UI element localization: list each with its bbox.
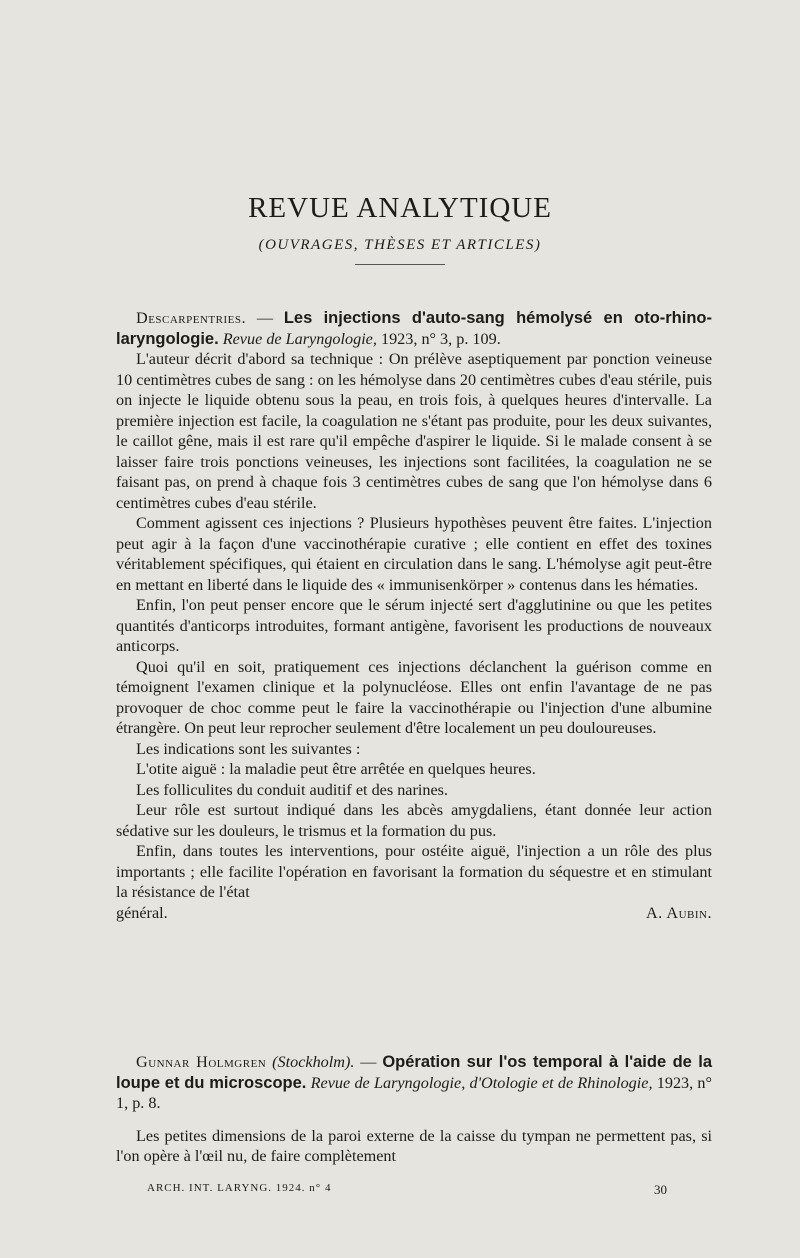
article-author: Gunnar Holmgren [136, 1053, 267, 1071]
paragraph-end: général. [116, 903, 168, 922]
article-author: Descarpentries. [136, 309, 247, 327]
page-footer [147, 1182, 667, 1198]
paragraph: L'otite aiguë : la maladie peut être arrêtée en quelques heures. [136, 760, 536, 778]
paragraph: Enfin, l'on peut penser encore que le sérum injecté sert d'agglutinine ou que les petites quantités d'anticorps introduites, formant antigène, favorisent les productions de nouveaux anticorps. [116, 596, 712, 655]
article-title: Les injections d'auto-sang hémolysé en oto-rhino-laryngologie. [116, 309, 713, 348]
article-source-journal: Revue de Laryngologie, d'Otologie et de Rhinologie, [310, 1073, 653, 1092]
paragraph: Les folliculites du conduit auditif et des narines. [136, 780, 448, 799]
article-descarpentries [116, 308, 712, 923]
article-heading: Descarpentries. — Les injections d'auto-sang hémolysé en oto-rhino-laryngologie. Revue de Laryngologie, 1923, n° 3, p. 109. [116, 309, 713, 348]
article-signature: A. Aubin. [645, 903, 712, 922]
page-number: 30 [654, 1182, 667, 1197]
section-title: REVUE ANALYTIQUE [248, 192, 552, 224]
article-source-ref: 1923, n° 1, p. 8. [116, 1073, 712, 1112]
article-holmgren [116, 1052, 712, 1167]
paragraph: Les petites dimensions de la paroi externe de la caisse du tympan ne permettent pas, si l'on opère à l'œil nu, de faire complètement [116, 1126, 712, 1165]
section-subtitle: (OUVRAGES, THÈSES ET ARTICLES) [258, 237, 542, 253]
paragraph: Comment agissent ces injections ? Plusieurs hypothèses peuvent être faites. L'injection peut agir à la façon d'une vaccinothérapie curative ; elle contient en effet des toxines véritablement spécifiques, qui étaient en circulation dans le sang. L'hémolyse agit peut-être en mettant en liberté dans le liquide des « immunisenkörper » contenus dans les hématies. [116, 514, 712, 594]
paragraph: Leur rôle est surtout indiqué dans les abcès amygdaliens, étant donnée leur action sédative sur les douleurs, le trismus et la formation du pus. [116, 801, 712, 840]
article-location: (Stockholm). [272, 1053, 355, 1071]
paragraph: Quoi qu'il en soit, pratiquement ces injections déclanchent la guérison comme en témoignent l'examen clinique et la polynucléose. Elles ont enfin l'avantage de ne pas provoquer de choc comme peut le faire la vaccinothérapie ou l'injection d'une albumine étrangère. On peut leur reprocher seulement d'être localement un peu douloureuses. [116, 657, 712, 737]
article-source-journal: Revue de Laryngologie, [222, 329, 377, 348]
paragraph: L'auteur décrit d'abord sa technique : On prélève aseptiquement par ponction veineuse 10 centimètres cubes de sang : on les hémolyse dans 20 centimètres cubes d'eau stérile, puis on injecte le liquide obtenu sous la peau, en trois fois, à quelques heures d'intervalle. La première injection est facile, la coagulation ne s'étant pas produite, pour les deux suivantes, le caillot gêne, mais il est rare qu'il empêche d'aspirer le liquide. Si le malade consent à se laisser faire trois ponctions veineuses, les injections sont facilitées, la coagulation ne se faisant pas, on prend à chaque fois 3 centimètres cubes de sang que l'on hémolyse dans 6 centimètres cubes d'eau stérile. [116, 350, 712, 512]
section-header [0, 192, 800, 265]
article-source-ref: 1923, n° 3, p. 109. [376, 329, 501, 348]
signature-line [116, 903, 712, 924]
paragraph: Les indications sont les suivantes : [136, 739, 361, 758]
header-divider [355, 264, 445, 265]
footer-journal: ARCH. INT. LARYNG. 1924. n° 4 [147, 1182, 332, 1194]
article-title: Opération sur l'os temporal à l'aide de la loupe et du microscope. [116, 1053, 712, 1092]
article-heading: Gunnar Holmgren (Stockholm). — Opération sur l'os temporal à l'aide de la loupe et du microscope. Revue de Laryngologie, d'Otologie et de Rhinologie, 1923, n° 1, p. 8. [116, 1053, 712, 1112]
paragraph: Enfin, dans toutes les interventions, pour ostéite aiguë, l'injection a un rôle des plus importants ; elle facilite l'opération en favorisant la formation du séquestre et en stimulant la résistance de l'état [116, 842, 712, 901]
